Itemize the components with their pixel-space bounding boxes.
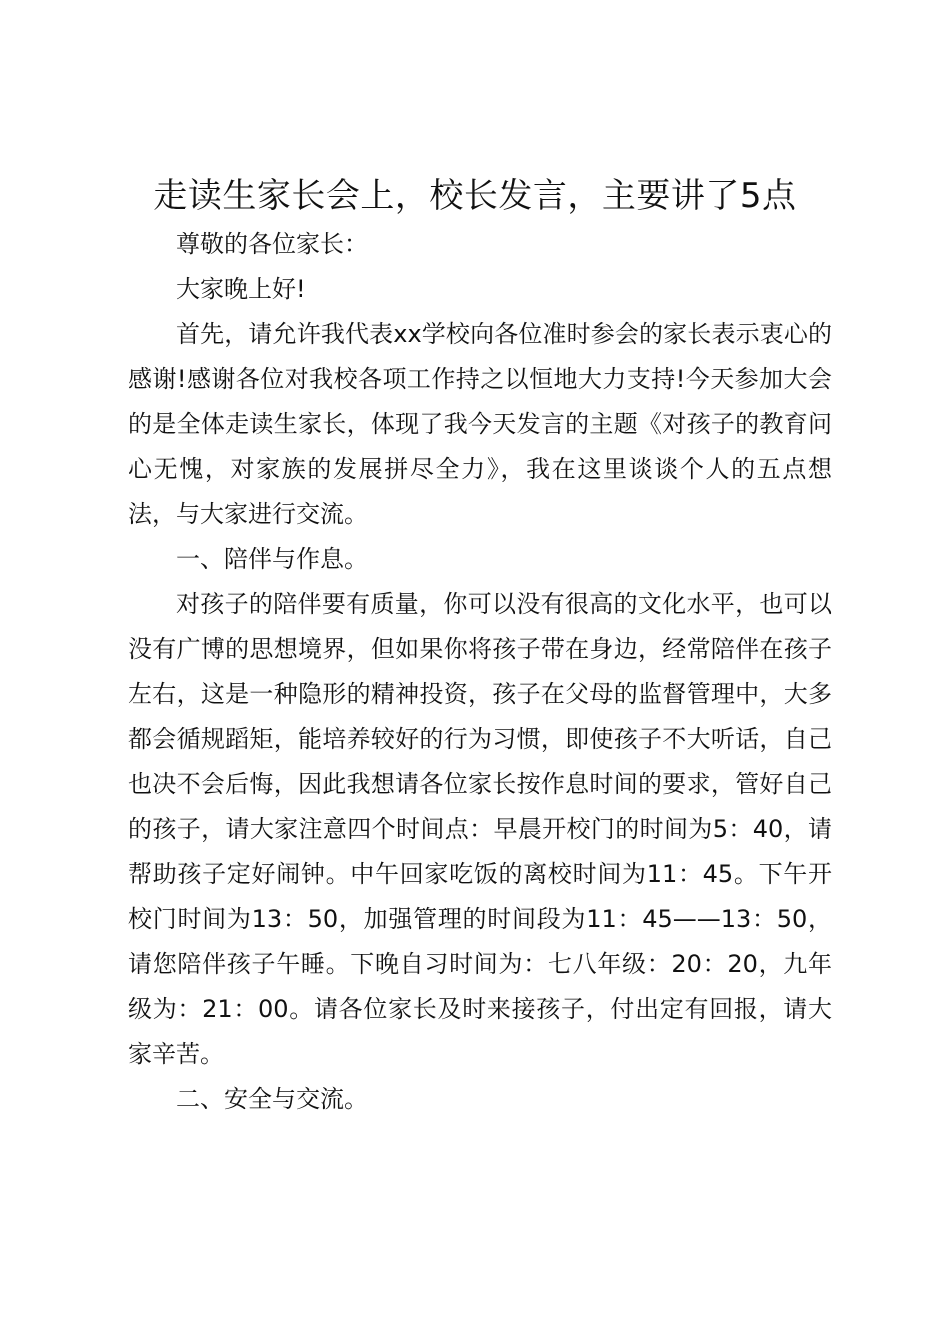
- paragraph-intro: 首先，请允许我代表xx学校向各位准时参会的家长表示衷心的感谢!感谢各位对我校各项工作持之以恒地大力支持!今天参加大会的是全体走读生家长，体现了我今天发言的主题《对孩子的教育问心无愧，对家族的发展拼尽全力》，我在这里谈谈个人的五点想法，与大家进行交流。: [128, 320, 832, 528]
- paragraph-section-1: 对孩子的陪伴要有质量，你可以没有很高的文化水平，也可以没有广博的思想境界，但如果你将孩子带在身边，经常陪伴在孩子左右，这是一种隐形的精神投资，孩子在父母的监督管理中，大多都会循规蹈矩，能培养较好的行为习惯，即使孩子不大听话，自己也决不会后悔，因此我想请各位家长按作息时间的要求，管好自己的孩子，请大家注意四个时间点：早晨开校门的时间为5：40，请帮助孩子定好闹钟。中午回家吃饭的离校时间为11：45。下午开校门时间为13：50，加强管理的时间段为11：45——13：50，请您陪伴孩子午睡。下晚自习时间为：七八年级：20：20，九年级为：21：00。请各位家长及时来接孩子，付出定有回报，请大家辛苦。: [128, 590, 832, 1068]
- salutation: 尊敬的各位家长：: [176, 230, 368, 258]
- document-title: 走读生家长会上，校长发言，主要讲了5点: [153, 176, 797, 216]
- document-body: [128, 222, 832, 1122]
- section-heading-2: 二、安全与交流。: [176, 1085, 368, 1113]
- section-heading-1: 一、陪伴与作息。: [176, 545, 368, 573]
- greeting: 大家晚上好!: [176, 275, 306, 303]
